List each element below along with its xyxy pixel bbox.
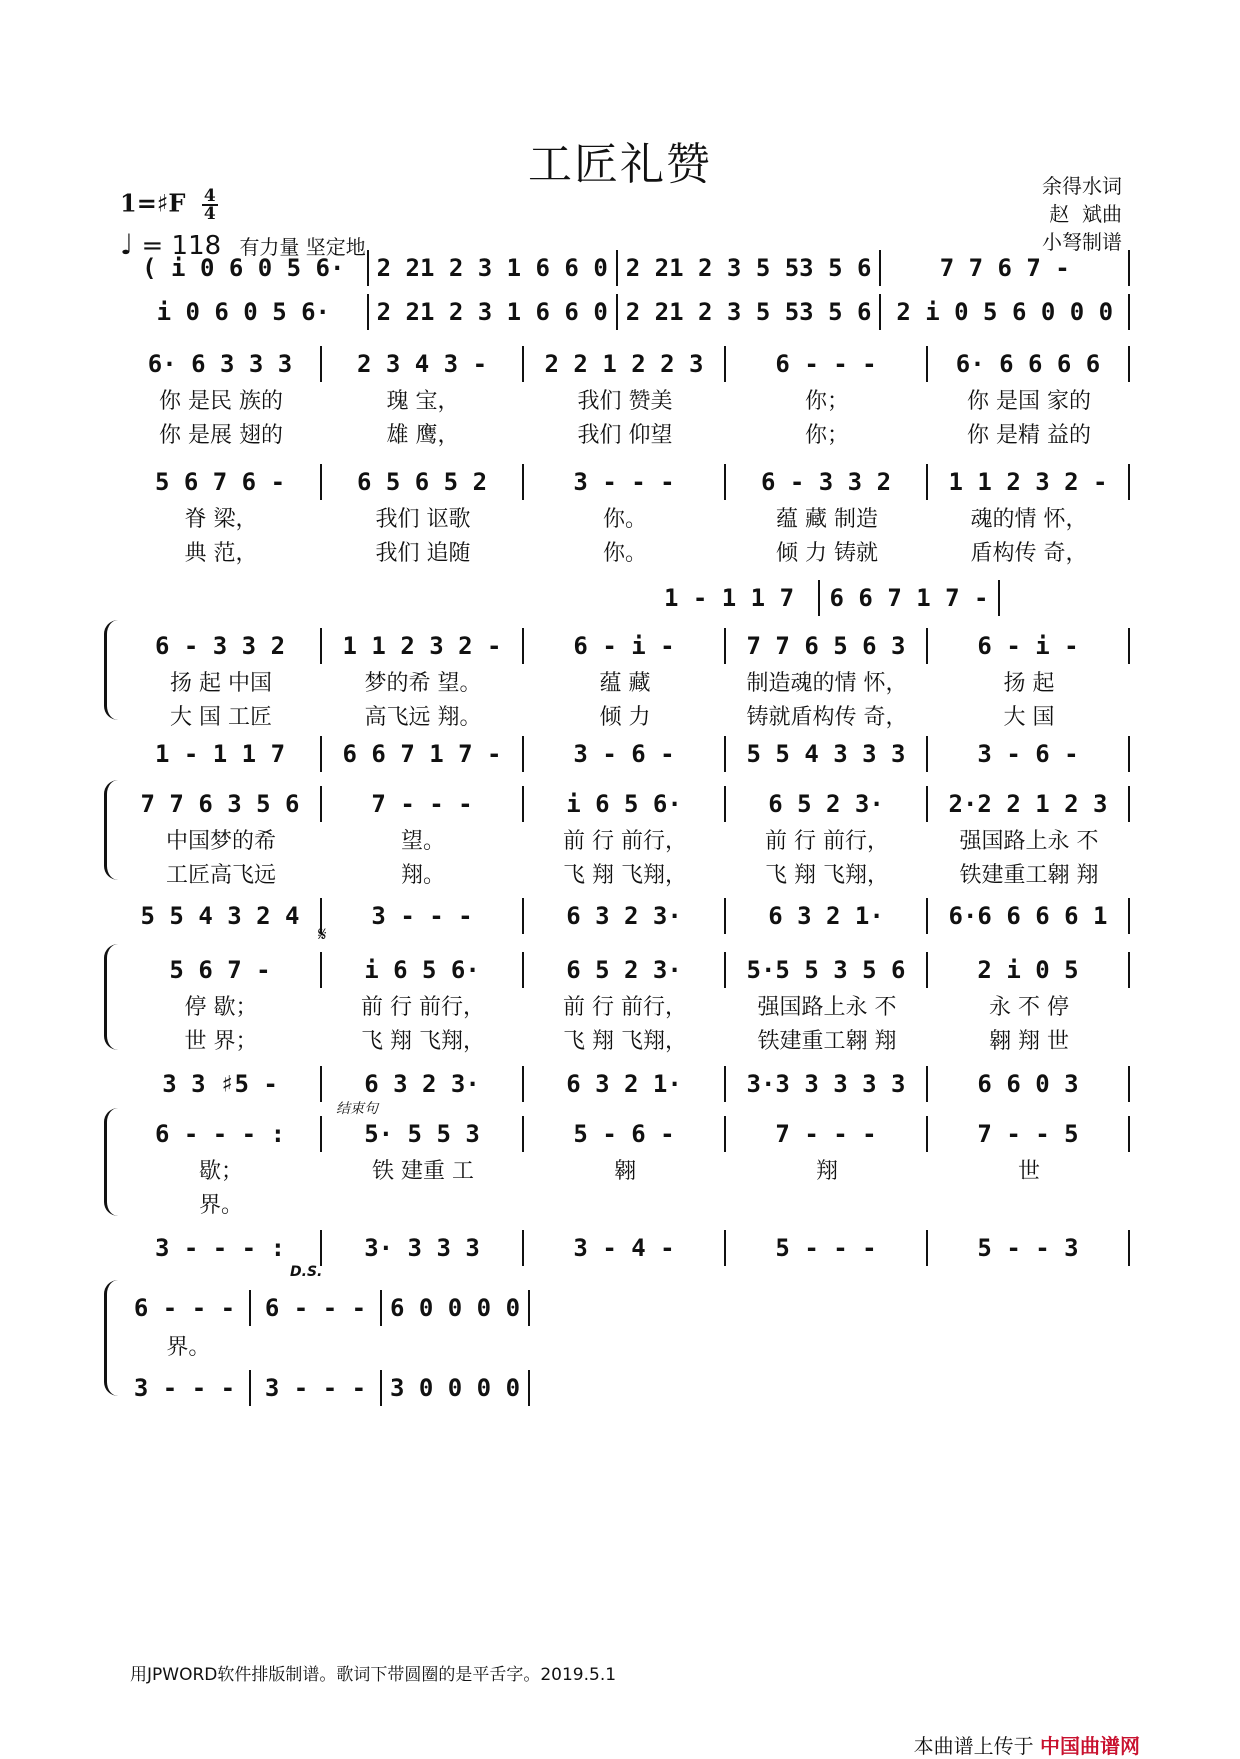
measure: 5 - - -	[726, 1230, 928, 1266]
page-title: 工匠礼赞	[528, 139, 712, 190]
measure: 6· 6 6 6 6	[928, 346, 1130, 382]
notation-line	[120, 1114, 1130, 1154]
lyric-segment: 高飞远 翔。	[364, 705, 482, 730]
system-brace	[104, 1280, 121, 1396]
measure: 5· 5 5 3	[322, 1116, 524, 1152]
measure: 5 - 6 -	[524, 1116, 726, 1152]
measure: i 0 6 0 5 6·	[120, 294, 369, 330]
measure: i 6 5 6·	[524, 786, 726, 822]
measure: 2 21 2 3 1 6 6 0	[369, 294, 618, 330]
measure: 6 6 7 1 7 -	[820, 580, 1000, 616]
measure: 3 - - -	[322, 898, 524, 934]
notation-line	[120, 1368, 530, 1408]
composer-credit: 赵 斌曲	[1049, 202, 1122, 226]
measure: 6 - i -	[928, 628, 1130, 664]
lyric-segment: 界。	[166, 1335, 211, 1360]
watermark-brand: 中国曲谱网	[1040, 1734, 1140, 1758]
lyric-segment: 梦的希 望。	[364, 671, 482, 696]
lyric-segment: 飞 翔 飞翔，	[765, 863, 889, 888]
measure: 2 i 0 5 6 0 0 0	[881, 294, 1130, 330]
lyric-segment: 你 是展 翅的	[159, 423, 283, 448]
lyric-segment: 前 行 前行，	[361, 995, 485, 1020]
measure: 3 - 6 -	[524, 736, 726, 772]
lyric-segment: 我们 赞美	[577, 389, 673, 414]
lyric-segment: 飞 翔 飞翔，	[563, 1029, 687, 1054]
measure: 7 7 6 7 -	[881, 250, 1130, 286]
measure: 6 - 3 3 2	[120, 628, 322, 664]
quarter-note-icon: ♩	[120, 228, 134, 261]
lyric-segment: 我们 仰望	[577, 423, 673, 448]
lyric-segment	[322, 1188, 524, 1219]
measure: 7 7 6 3 5 6	[120, 786, 322, 822]
lyric-line	[120, 700, 1130, 731]
lyric-line	[120, 1330, 530, 1361]
lyric-segment	[393, 1330, 530, 1361]
time-sig-numerator: 4	[203, 186, 216, 206]
ds-marking: D.S.	[290, 1264, 323, 1280]
lyric-segment: 翱 翔 世	[989, 1029, 1069, 1054]
lyric-segment: 脊 梁，	[184, 507, 258, 532]
measure: 5 - - 3	[928, 1230, 1130, 1266]
transcriber-credit: 小弩制谱	[1042, 230, 1122, 254]
lyric-segment: 大 国 工匠	[170, 705, 272, 730]
lyric-segment: 铁建重工翱 翔	[757, 1029, 897, 1054]
lyric-segment: 翔	[815, 1159, 838, 1184]
lyric-line	[120, 502, 1130, 533]
lyric-line	[120, 824, 1130, 855]
lyric-segment: 永 不 停	[989, 995, 1069, 1020]
lyric-line	[120, 384, 1130, 415]
measure: 3 0 0 0 0	[382, 1370, 530, 1406]
measure: 3·3 3 3 3 3	[726, 1066, 928, 1102]
lyric-segment: 铸就盾构传 奇，	[746, 705, 908, 730]
time-signature	[202, 188, 218, 222]
notation-line	[120, 734, 1130, 774]
notation-line	[120, 626, 1130, 666]
lyric-segment: 你；	[804, 423, 849, 448]
system-brace	[104, 780, 121, 880]
system-brace	[104, 620, 121, 720]
measure: 3· 3 3 3	[322, 1230, 524, 1266]
measure: 6 3 2 1·	[726, 898, 928, 934]
lyric-segment: 盾构传 奇，	[970, 541, 1088, 566]
measure: 7 - - 5	[928, 1116, 1130, 1152]
measure: 6 3 2 3·	[322, 1066, 524, 1102]
lyric-segment: 停 歇；	[184, 995, 258, 1020]
lyric-segment	[726, 1188, 928, 1219]
notation-line	[120, 1228, 1130, 1268]
notation-line	[120, 462, 1130, 502]
lyric-segment: 飞 翔 飞翔，	[563, 863, 687, 888]
measure: 6· 6 3 3 3	[120, 346, 322, 382]
measure: 7 - - -	[322, 786, 524, 822]
measure: 7 - - -	[726, 1116, 928, 1152]
lyric-segment: 歇；	[198, 1159, 243, 1184]
lyric-line	[120, 536, 1130, 567]
notation-line	[120, 896, 1130, 936]
lyric-segment: 强国路上永 不	[757, 995, 897, 1020]
tempo-value: = 118	[141, 231, 222, 261]
measure: 6·6 6 6 6 1	[928, 898, 1130, 934]
measure: 1 - 1 1 7	[640, 580, 820, 616]
measure: 6 3 2 1·	[524, 1066, 726, 1102]
notation-line	[120, 1288, 530, 1328]
lyric-segment: 蕴 藏 制造	[776, 507, 878, 532]
measure: 3 - 4 -	[524, 1230, 726, 1266]
lyric-segment: 倾 力	[599, 705, 651, 730]
notation-line	[120, 950, 1130, 990]
lyric-segment: 你。	[602, 507, 647, 532]
lyric-segment: 蕴 藏	[599, 671, 651, 696]
measure: 3 3 ♯5 -	[120, 1066, 322, 1102]
lyric-segment	[524, 1188, 726, 1219]
measure: 3 - - -	[524, 464, 726, 500]
key-label: 1=♯F	[120, 188, 186, 218]
measure: 2 i 0 5	[928, 952, 1130, 988]
measure: 1 - 1 1 7	[120, 736, 322, 772]
key-signature	[120, 188, 218, 222]
measure: 6 5 2 3·	[524, 952, 726, 988]
lyric-segment: 扬 起 中国	[170, 671, 272, 696]
lyric-segment: 飞 翔 飞翔，	[361, 1029, 485, 1054]
lyric-segment: 瑰 宝，	[386, 389, 460, 414]
lyric-segment: 铁建重工翱 翔	[959, 863, 1099, 888]
measure: 1 1 2 3 2 -	[322, 628, 524, 664]
lyric-segment: 我们 追随	[375, 541, 471, 566]
lyric-line	[120, 1024, 1130, 1055]
lyric-segment: 魂的情 怀，	[970, 507, 1088, 532]
lyric-segment: 雄 鹰，	[386, 423, 460, 448]
lyric-segment: 翔。	[400, 863, 445, 888]
measure: 6 5 2 3·	[726, 786, 928, 822]
lyric-segment: 你。	[602, 541, 647, 566]
lyric-segment: 大 国	[1003, 705, 1055, 730]
measure: i 6 5 6·	[322, 952, 524, 988]
measure: 7 7 6 5 6 3	[726, 628, 928, 664]
measure: 2 2 1 2 2 3	[524, 346, 726, 382]
lyric-segment: 你 是国 家的	[967, 389, 1091, 414]
watermark	[914, 1730, 1140, 1759]
lyric-segment: 倾 力 铸就	[776, 541, 878, 566]
lyric-segment: 翱	[613, 1159, 636, 1184]
notation-line	[120, 248, 1130, 288]
measure: 3 - 6 -	[928, 736, 1130, 772]
measure: ( i 0 6 0 5 6·	[120, 250, 369, 286]
notation-line	[120, 784, 1130, 824]
footer-note: 用JPWORD软件排版制谱。歌词下带圆圈的是平舌字。2019.5.1	[130, 1665, 617, 1685]
measure: 2 3 4 3 -	[322, 346, 524, 382]
measure: 5·5 5 3 5 6	[726, 952, 928, 988]
lyric-segment: 工匠高飞远	[165, 863, 276, 888]
lyric-segment: 望。	[400, 829, 445, 854]
lyric-segment: 界。	[198, 1193, 243, 1218]
measure: 3 - - - :	[120, 1230, 322, 1266]
measure: 6 5 6 5 2	[322, 464, 524, 500]
credits	[1042, 172, 1122, 256]
lyric-segment: 中国梦的希	[165, 829, 276, 854]
segno-icon: 𝄋	[318, 922, 327, 946]
system-brace	[104, 944, 121, 1050]
lyric-segment	[928, 1188, 1130, 1219]
lyric-segment: 世 界；	[184, 1029, 258, 1054]
lyric-line	[120, 990, 1130, 1021]
measure: 6 6 0 3	[928, 1066, 1130, 1102]
measure: 2 21 2 3 1 6 6 0	[369, 250, 618, 286]
lyric-line	[120, 666, 1130, 697]
lyric-segment: 你；	[804, 389, 849, 414]
time-sig-denominator: 4	[203, 204, 216, 224]
lyric-line	[120, 418, 1130, 449]
lyric-segment: 制造魂的情 怀，	[746, 671, 908, 696]
lyric-segment: 世	[1017, 1159, 1040, 1184]
lyric-line	[120, 858, 1130, 889]
lyric-segment: 典 范，	[184, 541, 258, 566]
measure: 6 - - -	[251, 1290, 382, 1326]
measure: 2 21 2 3 5 53 5 6	[618, 250, 882, 286]
lyric-segment: 你 是民 族的	[159, 389, 283, 414]
expression-mark: 有力量 坚定地	[239, 235, 366, 259]
notation-line	[120, 1064, 1130, 1104]
notation-line	[640, 578, 1000, 618]
measure: 6 6 7 1 7 -	[322, 736, 524, 772]
lyric-segment: 前 行 前行，	[563, 995, 687, 1020]
ending-label: 结束句	[336, 1101, 378, 1117]
lyric-segment: 前 行 前行，	[765, 829, 889, 854]
measure: 3 - - -	[120, 1370, 251, 1406]
lyric-segment: 我们 讴歌	[375, 507, 471, 532]
lyric-segment: 强国路上永 不	[959, 829, 1099, 854]
system-brace	[104, 1108, 121, 1216]
measure: 6 - i -	[524, 628, 726, 664]
lyricist-credit: 余得水词	[1042, 174, 1122, 198]
measure: 5 6 7 -	[120, 952, 322, 988]
lyric-segment: 你 是精 益的	[967, 423, 1091, 448]
measure: 6 - - -	[120, 1290, 251, 1326]
watermark-text: 本曲谱上传于	[913, 1734, 1034, 1758]
lyric-line	[120, 1188, 1130, 1219]
lyric-segment: 扬 起	[1003, 671, 1055, 696]
measure: 5 6 7 6 -	[120, 464, 322, 500]
measure: 1 1 2 3 2 -	[928, 464, 1130, 500]
measure: 6 3 2 3·	[524, 898, 726, 934]
measure: 6 - - - :	[120, 1116, 322, 1152]
notation-line	[120, 344, 1130, 384]
measure: 5 5 4 3 2 4	[120, 898, 322, 934]
measure: 6 - 3 3 2	[726, 464, 928, 500]
lyric-segment: 铁 建重 工	[372, 1159, 474, 1184]
notation-line	[120, 292, 1130, 332]
measure: 3 - - -	[251, 1370, 382, 1406]
measure: 6 0 0 0 0	[382, 1290, 530, 1326]
lyric-line	[120, 1154, 1130, 1185]
measure: 6 - - -	[726, 346, 928, 382]
lyric-segment	[257, 1330, 394, 1361]
measure: 2·2 2 1 2 3	[928, 786, 1130, 822]
measure: 5 5 4 3 3 3	[726, 736, 928, 772]
lyric-segment: 前 行 前行，	[563, 829, 687, 854]
measure: 2 21 2 3 5 53 5 6	[618, 294, 882, 330]
